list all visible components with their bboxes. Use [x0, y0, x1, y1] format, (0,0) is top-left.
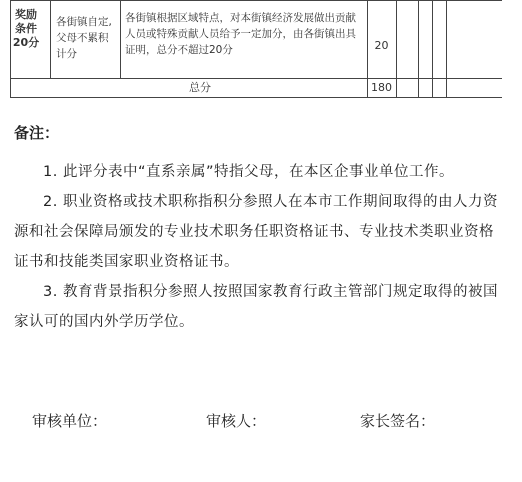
- note-item-1: 1. 此评分表中“直系亲属”特指父母，在本区企事业单位工作。: [43, 164, 454, 180]
- parent-signature-label: 家长签名：: [360, 412, 436, 430]
- table-row-divider: [10, 78, 502, 79]
- note-item-2: 2. 职业资格或技术职称指积分参照人在本市工作期间取得的由人力资源和社会保障局颁发的专业技术职务任职资格证书、专业技术类职业资格证书和技能类国家职业资格证书。: [14, 194, 498, 270]
- table-left-border: [10, 0, 11, 98]
- table-col-divider: [432, 0, 433, 98]
- total-value: 180: [371, 81, 392, 94]
- score-table: [10, 0, 502, 98]
- reviewer-label: 审核人：: [206, 412, 267, 430]
- notes-section: [14, 122, 506, 337]
- signature-row: [0, 410, 522, 438]
- note-item-3: 3. 教育背景指积分参照人按照国家教育行政主管部门规定取得的被国家认可的国内外学历学位。: [14, 284, 498, 330]
- table-col-divider: [396, 0, 397, 98]
- table-bottom-border: [10, 97, 502, 98]
- total-label: 总分: [189, 81, 211, 94]
- reward-condition-label: 奖励条件20分: [12, 8, 40, 49]
- table-col-divider: [418, 0, 419, 98]
- table-right-border: [446, 0, 447, 98]
- table-col-divider: [367, 0, 368, 98]
- table-col-divider: [50, 0, 51, 78]
- table-top-border: [10, 0, 502, 1]
- notes-heading: 备注：: [14, 124, 60, 142]
- reward-description: 各街镇根据区域特点，对本街镇经济发展做出贡献人员或特殊贡献人员给予一定加分，由各街镇出具证明，总分不超过20分: [125, 12, 356, 56]
- reward-rule-text: 各街镇自定,父母不累积计分: [56, 16, 112, 60]
- table-col-divider: [120, 0, 121, 78]
- review-unit-label: 审核单位：: [32, 412, 108, 430]
- reward-score: 20: [374, 39, 389, 52]
